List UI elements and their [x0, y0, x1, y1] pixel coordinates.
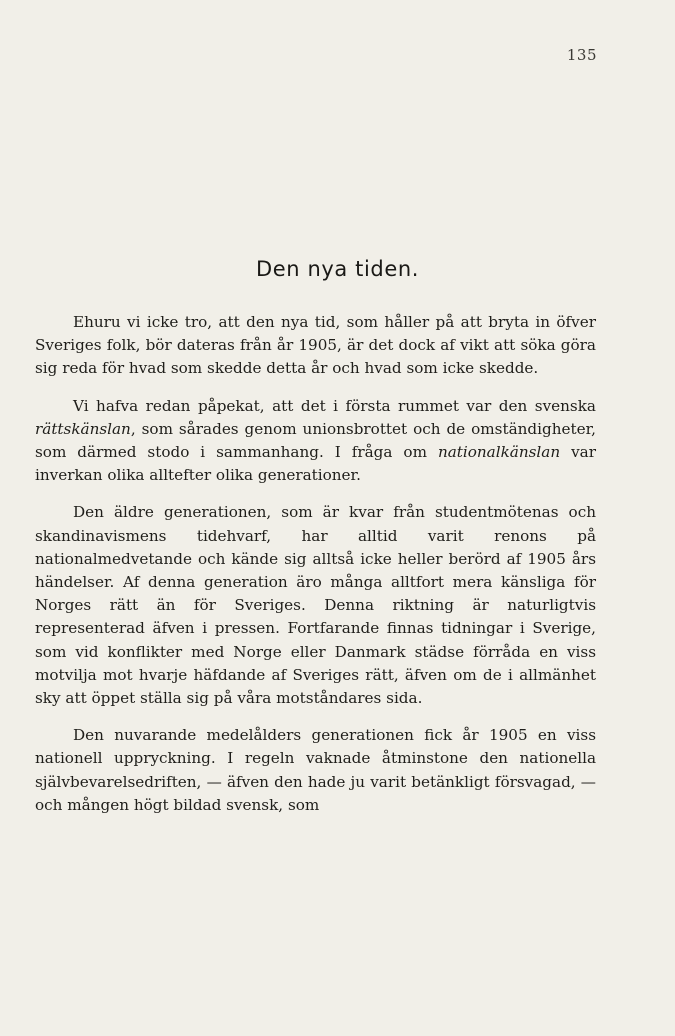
paragraph-2	[35, 395, 596, 488]
chapter-title: Den nya tiden.	[255, 257, 420, 281]
body-text	[35, 311, 596, 831]
paragraph-2-part-3: var inverkan olika alltefter olika generationer.	[35, 443, 596, 485]
paragraph-2-part-1: Vi hafva redan påpekat, att det i första rummet var den svenska	[73, 396, 596, 415]
emphasis-rattskanslan: rättskänslan	[35, 419, 131, 438]
paragraph-2-part-2: , som sårades genom unionsbrottet och de omständigheter, som därmed stodo i sammanhang. I fråga om	[35, 419, 596, 462]
emphasis-nationalkanslan: nationalkänslan	[437, 443, 561, 462]
paragraph-4: Den nuvarande medelålders generationen fick år 1905 en viss nationell uppryckning. I regeln vaknade åtminstone den nationella självbevarelsedriften, — äfven den hade ju varit betänkligt försvagad, — och mången högt bildad svensk, som	[35, 726, 596, 814]
paragraph-1: Ehuru vi icke tro, att den nya tid, som håller på att bryta in öfver Sveriges folk, bör dateras från år 1905, är det dock af vikt att söka göra sig reda för hvad som skedde detta år och hvad som icke skedde.	[35, 313, 596, 378]
paragraph-3: Den äldre generationen, som är kvar från studentmötenas och skandinavismens tidehvarf, har alltid varit renons på nationalmedvetande och kände sig alltså icke heller berörd af 1905 års händelser. Af denna generation äro många alltfort mera känsliga för Norges rätt än för Sveriges. Denna riktning är naturligtvis representerad äfven i pressen. Fortfarande finnas tidningar i Sverige, som vid konflikter med Norge eller Danmark städse förråda en viss motvilja mot hvarje häfdande af Sveriges rätt, äfven om de i allmänhet sky att öppet ställa sig på våra motståndares sida.	[35, 503, 596, 708]
page-number: 135	[566, 46, 597, 64]
